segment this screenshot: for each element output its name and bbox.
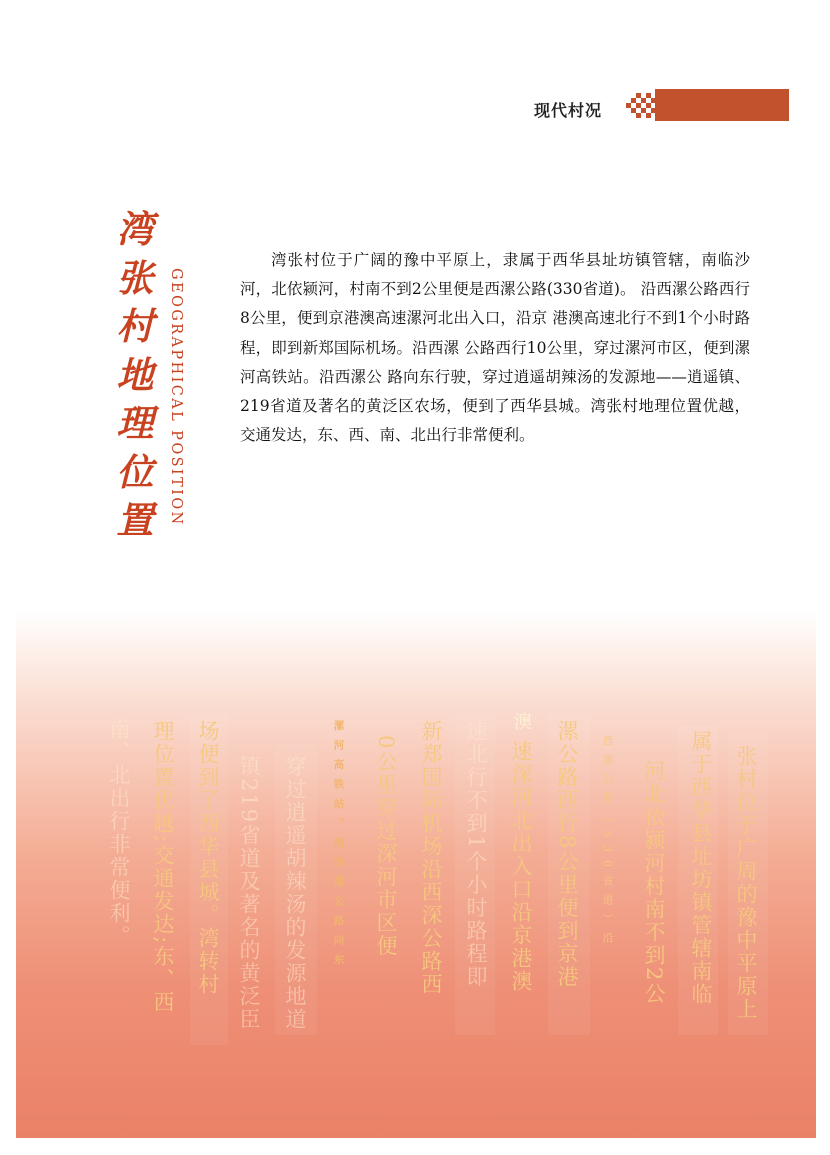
page-title-chinese — [110, 205, 160, 545]
decor-column: 穿过逍遥胡辣汤的发源地道 — [283, 755, 307, 1031]
decor-column: 速深河北出入口沿京港澳 — [509, 740, 533, 993]
decor-column: 新郑国际机场沿西深公路西 — [419, 720, 443, 996]
title-char: 张 — [116, 255, 154, 300]
title-char: 地 — [116, 352, 154, 397]
title-char: 湾 — [116, 207, 154, 251]
decor-column: 漯公路西行8公里便到京港 — [555, 720, 579, 989]
decor-highlight-char: 澳 — [511, 712, 532, 732]
decor-column: 属于西华县址坊镇管辖南临 — [689, 730, 713, 1006]
title-char: 理 — [116, 401, 154, 445]
title-char: 位 — [116, 449, 154, 494]
decor-column: 漯河高铁站。沿西漯公路向东 — [332, 720, 345, 974]
decor-column: 速北行不到1个小时路程即 — [464, 720, 488, 989]
page-title-english: GEOGRAPHICAL POSITION — [168, 268, 184, 527]
section-label: 现代村况 — [534, 101, 603, 120]
header-accent-bar — [655, 89, 789, 121]
decor-column: 西漯公路（330省道）沿 — [601, 735, 614, 951]
title-char: 置 — [116, 498, 154, 542]
decor-column: 0公里穿过深河市区便 — [374, 735, 398, 958]
decor-column: 场便到了西华县城。湾转村 — [196, 720, 220, 996]
decor-column: 南、北出行非常便利。 — [107, 718, 131, 948]
body-paragraph: 湾张村位于广阔的豫中平原上，隶属于西华县址坊镇管辖，南临沙河，北依颍河，村南不到2公里便是西漯公路(330省道)。 沿西漯公路西行8公里，便到京港澳高速漯河北出入口，沿京 港澳高速北行不到1个小时路程，即到新郑国际机场。沿西漯 公路西行10公里，穿过漯河市区，便到漯河高铁站。沿西漯公 路向东行驶，穿过逍遥胡辣汤的发源地——逍遥镇、219省道及著名的黄泛区农场，便到了西华县城。湾张村地理位置优越，交通发达，东、西、南、北出行非常便利。 — [240, 251, 750, 445]
decor-column: 河北依颍河村南不到2公 — [642, 760, 666, 1006]
decor-column: 镇219省道及著名的黄泛臣 — [237, 755, 261, 1032]
decor-column: 理位置优越;交通发达;东、西 — [151, 720, 175, 1015]
title-char: 村 — [116, 304, 154, 348]
decor-column: 张村位于广周的豫中平原上 — [734, 745, 758, 1021]
